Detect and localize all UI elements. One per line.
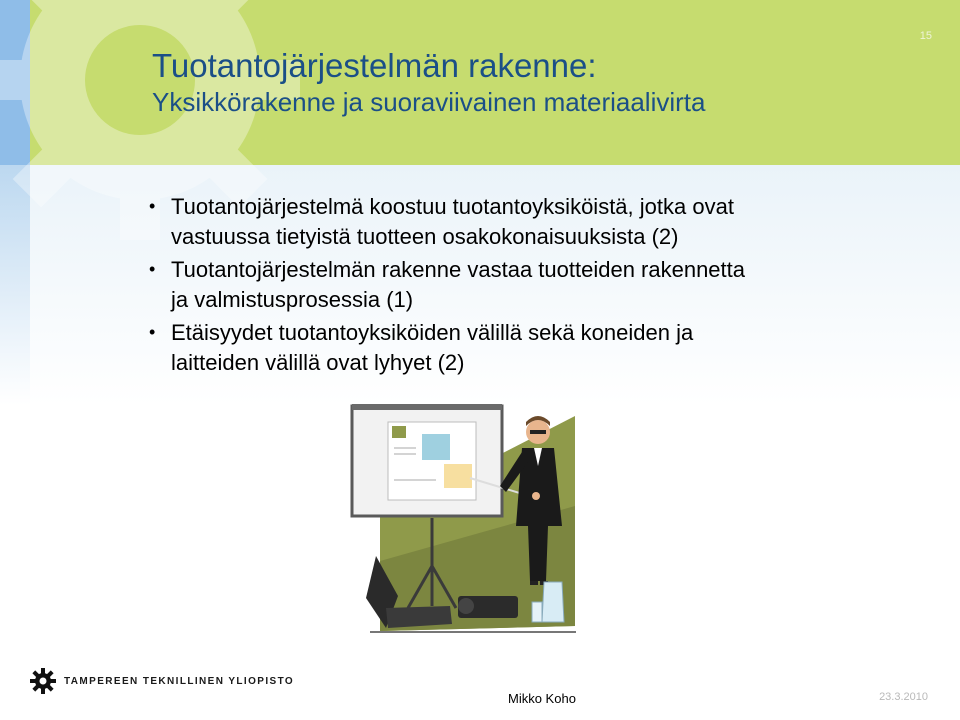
screen-top-bar — [352, 404, 502, 410]
bullet-item — [148, 318, 908, 377]
bullet-icon: • — [149, 196, 156, 216]
title-line-2: Yksikkörakenne ja suoraviivainen materiaalivirta — [152, 87, 706, 117]
slide-number: 15 — [919, 30, 932, 42]
footer-author: Mikko Koho — [508, 691, 576, 706]
bullet-icon: • — [149, 322, 156, 342]
title-line-1: Tuotantojärjestelmän rakenne: — [152, 47, 597, 84]
bullet-text-line-2: vastuussa tietyistä tuotteen osakokonaisuuksista (2) — [171, 223, 679, 249]
bullet-text-line-1: Tuotantojärjestelmä koostuu tuotantoyksiköistä, jotka ovat — [171, 194, 734, 219]
bullet-text-line-1: Tuotantojärjestelmän rakenne vastaa tuotteiden rakennetta — [171, 257, 745, 282]
bullet-item — [148, 255, 908, 314]
bullet-icon: • — [149, 259, 156, 279]
footer-date: 23.3.2010 — [879, 691, 928, 703]
bullet-text-line-1: Etäisyydet tuotantoyksiköiden välillä sekä koneiden ja — [171, 320, 694, 345]
bullet-text-line-2: laitteiden välillä ovat lyhyet (2) — [171, 349, 465, 375]
gear-logo-icon — [30, 668, 56, 694]
slide-thumb-2 — [422, 434, 450, 460]
slide-thumb-3 — [444, 464, 472, 488]
presenter-illustration — [340, 396, 600, 646]
university-logo — [30, 668, 294, 694]
logo-text: TAMPEREEN TEKNILLINEN YLIOPISTO — [64, 675, 295, 687]
bullet-list — [148, 192, 908, 381]
water-pitcher — [542, 582, 564, 622]
bullet-item — [148, 192, 908, 251]
bullet-text-line-2: ja valmistusprosessia (1) — [171, 286, 414, 312]
slide-thumb-1 — [392, 426, 406, 438]
water-glass — [532, 602, 542, 622]
slide-title — [152, 46, 705, 118]
